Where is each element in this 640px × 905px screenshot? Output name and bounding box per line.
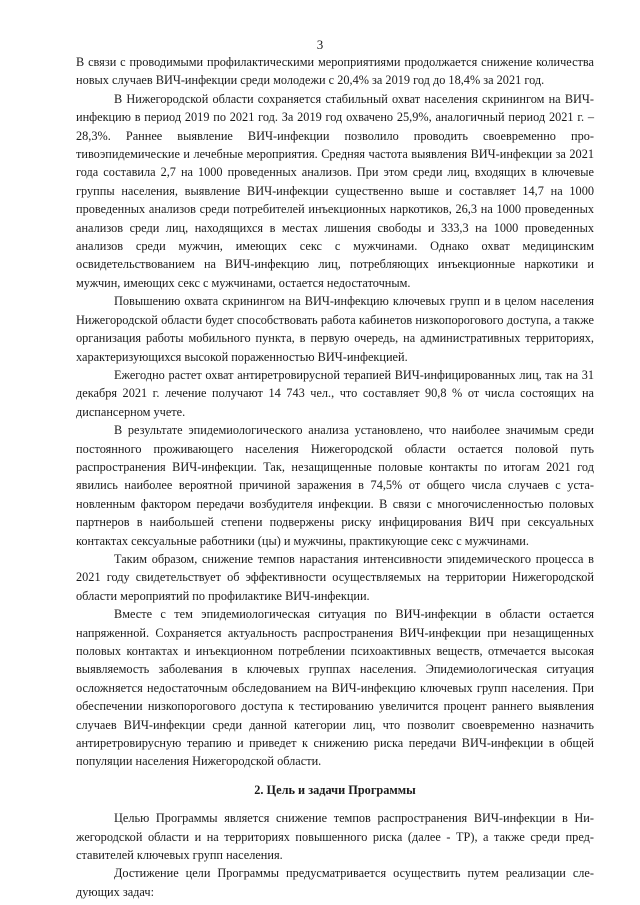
paragraph-sexual-transmission: В результате эпидемиологического анализа установлено, что наиболее значимым среди постоянного проживающего населения Нижегородской области остается половой путь распространения ВИЧ-инфекции. Так, незащищенные половые контакты по итогам 2021 год явились наиболее вероятной причиной заражения в 74,5% от общего числа случаев с установленным фактором передачи возбудителя инфекции. В связи с многочисленностью половых партнеров в наибольшей степени подвержены риску инфицирования ВИЧ при сексуальных контактах сексуальные работники (цы) и мужчины, практикующие секс с мужчинами. (76, 423, 594, 548)
paragraph-screening-coverage: В Нижегородской области сохраняется стабильный охват населения скринингом на ВИЧ-инфекцию в период 2019 по 2021 год. За 2019 год охвачено 25,9%, аналогичный период 2021 г. – 28,3%. Раннее выявление ВИЧ-инфекции позволило проводить своевременно противоэпидемические и лечебные мероприятия. Средняя частота выявления ВИЧ-инфекции за 2021 года составила 2,7 на 1000 проведенных анализов. При этом среди лиц, входящих в ключевые группы населения, выявление ВИЧ-инфекции существенно выше и составляет 14,7 на 1000 проведенных анализов среди потребителей инъекционных наркотиков, 26,3 на 1000 проведенных анализов среди лиц, находящихся в местах лишения свободы и 333,3 на 1000 проведенных анализов среди мужчин, имеющих секс с мужчинами. Однако охват медицинским освидетельствованием на ВИЧ-инфекцию лиц, потребляющих инъекционные наркотики и мужчин, имеющих секс с мужчинами, остается недостаточным. (76, 91, 594, 290)
paragraph-program-goal: Целью Программы является снижение темпов распространения ВИЧ-инфекции в Нижегородской области и на территориях повышенного риска (далее - ТР), а также среди представителей ключевых групп населения. (76, 811, 594, 863)
paragraph-art-coverage: Ежегодно растет охват антиретровирусной терапией ВИЧ-инфицированных лиц, так на 31 декабря 2021 г. лечение получают 14 743 чел., что составляет 90,8 % от числа состоящих на диспансерном учете. (76, 367, 594, 419)
paragraph-low-threshold-access: Повышению охвата скринингом на ВИЧ-инфекцию ключевых групп и в целом населения Нижегородской области будет способствовать работа кабинетов низкопорогового доступа, а также организация работы мобильного пункта, в первую очередь, на административных территориях, характеризующихся высокой пораженностью ВИЧ-инфекцией. (76, 294, 594, 364)
document-body (76, 53, 594, 901)
page-number: 3 (316, 37, 324, 52)
paragraph-conclusion: Таким образом, снижение темпов нарастания интенсивности эпидемического процесса в 2021 году свидетельствует об эффективности осуществляемых на территории Нижегородской области мероприятий по профилактике ВИЧ-инфекции. (76, 551, 594, 603)
paragraph-program-tasks: Достижение цели Программы предусматривается осуществить путем реализации следующих задач: (76, 866, 594, 899)
section-heading: 2. Цель и задачи Программы (254, 782, 416, 797)
paragraph-youth-decline: В связи с проводимыми профилактическими мероприятиями продолжается снижение количества новых случаев ВИЧ-инфекции среди молодежи с 20,4% за 2019 год до 18,4% за 2021 год. (76, 55, 594, 88)
paragraph-tense-situation: Вместе с тем эпидемиологическая ситуация по ВИЧ-инфекции в области остается напряженной. Сохраняется актуальность распространения ВИЧ-инфекции при незащищенных половых контактах и инъекционном потреблении психоактивных веществ, отмечается высокая выявляемость заболевания в ключевых группах населения. Эпидемиологическая ситуация осложняется недостаточным обследованием на ВИЧ-инфекцию ключевых групп населения. При обеспечении низкопорогового доступа к тестированию увеличится процент раннего выявления случаев ВИЧ-инфекции среди данной категории лиц, что позволит своевременно назначить антиретровирусную терапию и приведет к снижению риска передачи ВИЧ-инфекции в общей популяции населения Нижегородской области. (76, 607, 594, 769)
